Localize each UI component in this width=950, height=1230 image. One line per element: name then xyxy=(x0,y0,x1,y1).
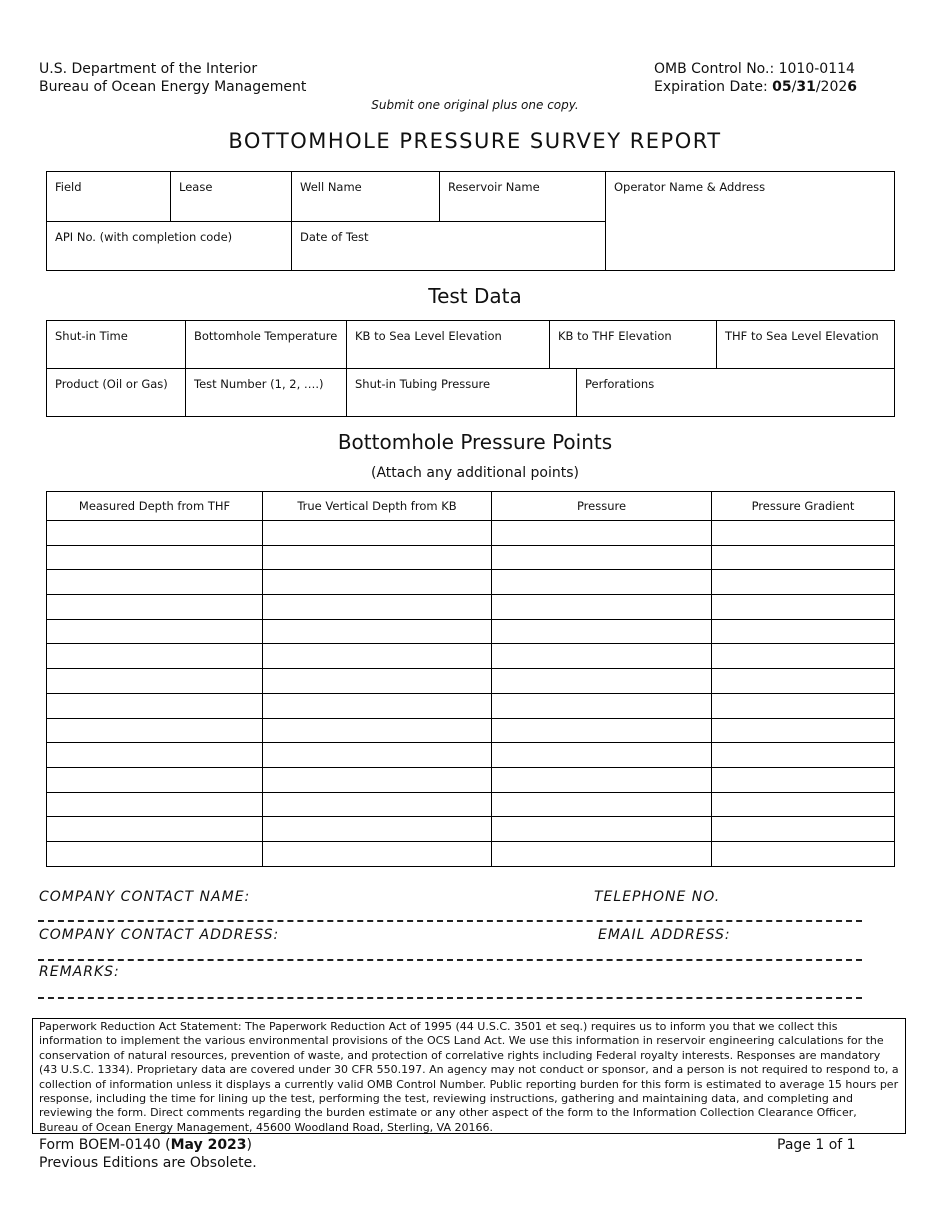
table-row xyxy=(47,767,895,792)
table-cell[interactable] xyxy=(47,693,263,718)
page-title: BOTTOMHOLE PRESSURE SURVEY REPORT xyxy=(228,129,722,153)
table-cell[interactable] xyxy=(263,743,492,768)
lease-label: Lease xyxy=(179,180,213,194)
pressure-points-table xyxy=(46,491,895,867)
shut-in-time-cell[interactable] xyxy=(47,321,186,369)
col-pressure: Pressure xyxy=(492,492,712,521)
agency-department: U.S. Department of the Interior xyxy=(39,61,258,77)
email-label: EMAIL ADDRESS: xyxy=(598,927,731,943)
table-cell[interactable] xyxy=(263,767,492,792)
thf-sea-cell[interactable] xyxy=(717,321,895,369)
perforations-cell[interactable] xyxy=(577,369,895,417)
expiration-date: Expiration Date: 05/31/2026 xyxy=(654,79,858,95)
table-cell[interactable] xyxy=(263,792,492,817)
table-cell[interactable] xyxy=(712,792,895,817)
table-cell[interactable] xyxy=(47,619,263,644)
field-cell[interactable] xyxy=(47,172,171,222)
points-heading: Bottomhole Pressure Points xyxy=(337,430,613,454)
table-row xyxy=(47,693,895,718)
table-cell[interactable] xyxy=(712,767,895,792)
table-cell[interactable] xyxy=(263,693,492,718)
page-number: Page 1 of 1 xyxy=(777,1137,856,1153)
table-cell[interactable] xyxy=(712,595,895,620)
table-cell[interactable] xyxy=(47,644,263,669)
telephone-label: TELEPHONE NO. xyxy=(594,889,721,905)
operator-cell[interactable] xyxy=(606,172,895,271)
table-row xyxy=(47,743,895,768)
shut-in-time-label: Shut-in Time xyxy=(55,329,128,343)
table-cell[interactable] xyxy=(47,841,263,866)
remarks-label: REMARKS: xyxy=(39,964,120,980)
table-cell[interactable] xyxy=(263,595,492,620)
tubing-pressure-label: Shut-in Tubing Pressure xyxy=(355,377,491,391)
table-cell[interactable] xyxy=(712,619,895,644)
table-cell[interactable] xyxy=(263,619,492,644)
table-cell[interactable] xyxy=(263,570,492,595)
table-cell[interactable] xyxy=(712,693,895,718)
table-cell[interactable] xyxy=(492,792,712,817)
table-cell[interactable] xyxy=(263,669,492,694)
table-row xyxy=(47,792,895,817)
remarks-line[interactable] xyxy=(38,997,862,999)
table-cell[interactable] xyxy=(712,521,895,546)
table-cell[interactable] xyxy=(492,743,712,768)
table-cell[interactable] xyxy=(492,619,712,644)
table-cell[interactable] xyxy=(712,718,895,743)
thf-sea-label: THF to Sea Level Elevation xyxy=(725,329,879,343)
table-cell[interactable] xyxy=(492,669,712,694)
contact-address-label: COMPANY CONTACT ADDRESS: xyxy=(39,927,280,943)
table-cell[interactable] xyxy=(712,644,895,669)
agency-block xyxy=(39,60,306,96)
table-row xyxy=(47,521,895,546)
well-name-cell[interactable] xyxy=(292,172,440,222)
table-row xyxy=(47,570,895,595)
table-cell[interactable] xyxy=(47,792,263,817)
reservoir-name-cell[interactable] xyxy=(440,172,606,222)
table-cell[interactable] xyxy=(263,545,492,570)
obsolete-note: Previous Editions are Obsolete. xyxy=(39,1155,257,1171)
table-row xyxy=(47,644,895,669)
agency-bureau: Bureau of Ocean Energy Management xyxy=(39,79,307,95)
contact-name-line[interactable] xyxy=(38,920,862,922)
table-cell[interactable] xyxy=(492,817,712,842)
bh-temperature-cell[interactable] xyxy=(186,321,347,369)
kb-thf-label: KB to THF Elevation xyxy=(558,329,672,343)
operator-label: Operator Name & Address xyxy=(614,180,766,194)
table-cell[interactable] xyxy=(492,841,712,866)
field-label: Field xyxy=(55,180,82,194)
table-cell[interactable] xyxy=(492,767,712,792)
kb-sea-cell[interactable] xyxy=(347,321,550,369)
table-cell[interactable] xyxy=(47,817,263,842)
api-no-cell[interactable] xyxy=(47,222,292,271)
table-cell[interactable] xyxy=(712,669,895,694)
table-cell[interactable] xyxy=(263,644,492,669)
table-row xyxy=(47,841,895,866)
test-data-heading: Test Data xyxy=(428,284,522,308)
points-subheading: (Attach any additional points) xyxy=(371,465,579,481)
api-no-label: API No. (with completion code) xyxy=(55,230,233,244)
table-cell[interactable] xyxy=(712,545,895,570)
date-of-test-label: Date of Test xyxy=(300,230,369,244)
table-cell[interactable] xyxy=(47,595,263,620)
table-cell[interactable] xyxy=(47,521,263,546)
table-cell[interactable] xyxy=(47,718,263,743)
contact-address-line[interactable] xyxy=(38,959,862,961)
table-cell[interactable] xyxy=(263,521,492,546)
test-number-label: Test Number (1, 2, ….) xyxy=(194,377,324,391)
table-cell[interactable] xyxy=(492,644,712,669)
contact-name-label: COMPANY CONTACT NAME: xyxy=(39,889,251,905)
kb-sea-label: KB to Sea Level Elevation xyxy=(355,329,502,343)
table-cell[interactable] xyxy=(712,841,895,866)
table-row xyxy=(47,669,895,694)
table-cell[interactable] xyxy=(47,545,263,570)
table-cell[interactable] xyxy=(492,595,712,620)
kb-thf-cell[interactable] xyxy=(550,321,717,369)
table-cell[interactable] xyxy=(263,841,492,866)
table-cell[interactable] xyxy=(492,545,712,570)
omb-control-number: OMB Control No.: 1010-0114 xyxy=(654,61,855,77)
table-cell[interactable] xyxy=(492,718,712,743)
table-row xyxy=(47,619,895,644)
well-name-label: Well Name xyxy=(300,180,362,194)
product-label: Product (Oil or Gas) xyxy=(55,377,168,391)
table-cell[interactable] xyxy=(47,767,263,792)
submit-note: Submit one original plus one copy. xyxy=(371,98,579,112)
table-cell[interactable] xyxy=(712,743,895,768)
table-cell[interactable] xyxy=(712,570,895,595)
test-number-cell[interactable] xyxy=(186,369,347,417)
table-row xyxy=(47,718,895,743)
table-cell[interactable] xyxy=(492,693,712,718)
table-row xyxy=(47,595,895,620)
omb-block xyxy=(654,60,857,96)
col-measured-depth: Measured Depth from THF xyxy=(47,492,263,521)
date-of-test-cell[interactable] xyxy=(292,222,606,271)
table-cell[interactable] xyxy=(492,570,712,595)
table-cell[interactable] xyxy=(47,570,263,595)
table-cell[interactable] xyxy=(263,817,492,842)
bh-temperature-label: Bottomhole Temperature xyxy=(194,329,338,343)
form-number: Form BOEM-0140 (May 2023) xyxy=(39,1137,253,1153)
test-data-table xyxy=(46,320,895,417)
table-row xyxy=(47,817,895,842)
table-cell[interactable] xyxy=(263,718,492,743)
col-pressure-gradient: Pressure Gradient xyxy=(712,492,895,521)
general-info-table xyxy=(46,171,895,271)
table-cell[interactable] xyxy=(47,743,263,768)
tubing-pressure-cell[interactable] xyxy=(347,369,577,417)
table-cell[interactable] xyxy=(492,521,712,546)
table-row xyxy=(47,545,895,570)
table-cell[interactable] xyxy=(47,669,263,694)
product-cell[interactable] xyxy=(47,369,186,417)
col-true-vertical-depth: True Vertical Depth from KB xyxy=(263,492,492,521)
lease-cell[interactable] xyxy=(171,172,292,222)
reservoir-name-label: Reservoir Name xyxy=(448,180,540,194)
perforations-label: Perforations xyxy=(585,377,655,391)
paperwork-reduction-statement: Paperwork Reduction Act Statement: The Paperwork Reduction Act of 1995 (44 U.S.C. 3501 et seq.) requires us to inform you that we collect this information to implement the various environmental provisions of the OCS Land Act. We use this information in reservoir engineering calculations for the conservation of natural resources, prevention of waste, and protection of correlative rights including Federal royalty interests. Responses are mandatory (43 U.S.C. 1334). Proprietary data are covered under 30 CFR 550.197. An agency may not conduct or sponsor, and a person is not required to respond to, a collection of information unless it displays a currently valid OMB Control Number. Public reporting burden for this form is estimated to average 15 hours per response, including the time for lining up the test, performing the test, reviewing instructions, gathering and maintaining data, and completing and reviewing the form. Direct comments regarding the burden estimate or any other aspect of the form to the Information Collection Clearance Officer, Bureau of Ocean Energy Management, 45600 Woodland Road, Sterling, VA 20166. xyxy=(32,1018,906,1134)
table-cell[interactable] xyxy=(712,817,895,842)
